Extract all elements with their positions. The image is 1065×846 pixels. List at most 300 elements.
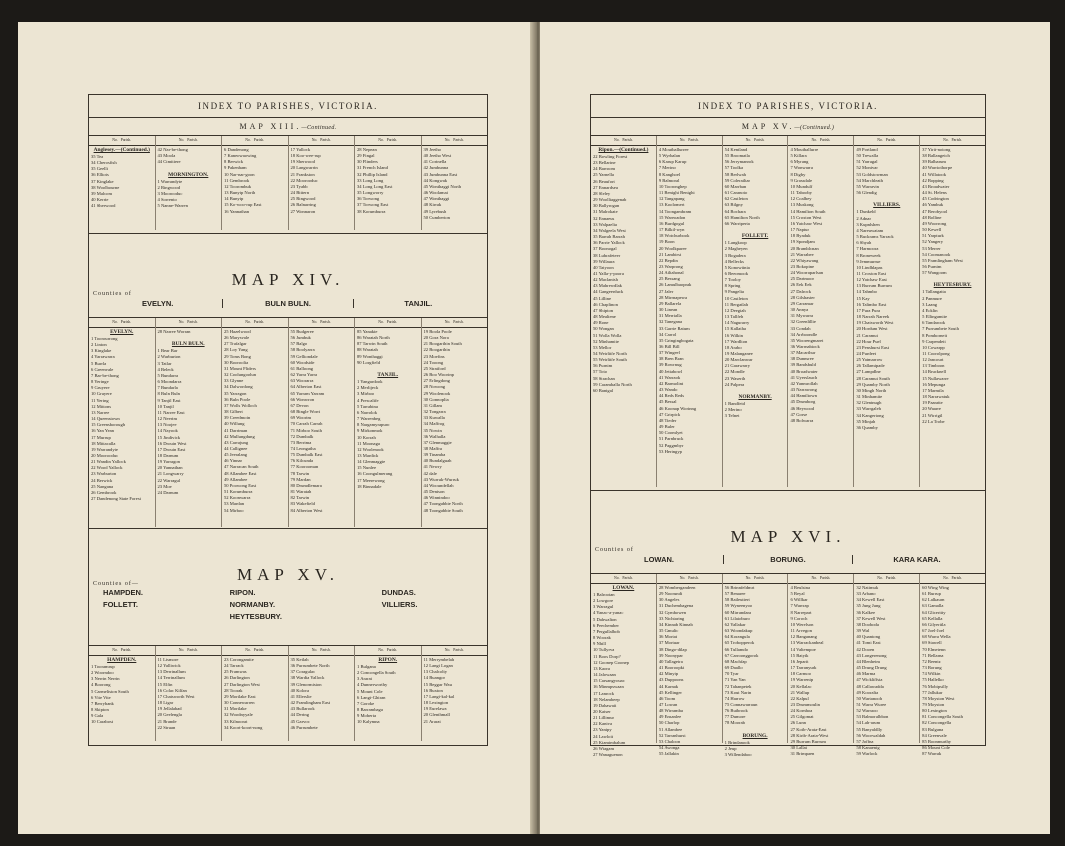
parish-entry: 2 Merlijeck [357,385,379,391]
parish-entry: 24 Barroom [593,166,616,172]
parish-entry: 7 Bundarla [157,385,178,391]
parish-entry: 59 Wyneenyoo [724,603,753,609]
parish-entry: 26 Darlington [224,675,250,681]
parish-entry: 25 Kiamimbalum [593,739,626,745]
parish-column [591,583,656,758]
parish-entry: 74 Harrow [724,695,745,701]
parish-entry: 7 Harmoora [856,246,879,252]
parish-entry: 57 Joffna [856,738,874,744]
parish-entry: 45 Lilline [593,295,611,301]
parish-entry: 54 Mirboo [224,507,244,513]
parish-entry: 16 Burdgogul [658,220,685,226]
parish-entry: 27 Trafalgar [224,341,247,347]
parish-entry: 71 Bellarna [922,652,944,658]
parish-column [221,327,288,527]
parish-entry: 22 Whiyawang [790,257,819,263]
parish-entry: 36 Elliots [91,172,109,178]
parish-entry: 40 Warriothorpe [922,165,953,171]
xiv-counties [93,291,483,308]
parish-entry: 53 Balmoralbbon [856,714,889,720]
county-ripon: RIPON. [229,588,256,597]
parish-entry: 60 Marrban [724,183,747,189]
counties-label: Counties of [595,547,634,553]
parish-entry: 30 Linean [658,307,678,313]
parish-entry: 25 Framwas [224,669,247,675]
parish-entry: 62 Yarra Yarra [290,372,318,378]
parish-entry: 51 Parnbruck [658,436,684,442]
parish-entry: 3 Moorooduc [157,190,183,196]
col-header: No. Parish. [722,136,788,145]
parish-entry: 10 Tullyrva [593,647,615,653]
parish-entry: 44 St. Helens [922,190,947,196]
parish-entry: 1 Yangardook [357,379,383,385]
parish-entry: 47 Toongabbie North [423,501,463,507]
parish-entry: 46 Heywood [790,405,815,411]
parish-entry: 83 Wakefield [290,501,315,507]
parish-entry: 20 Glenthmall [423,712,450,718]
parish-entry: 13 Derrinallum [157,669,186,675]
map-xv-continued-title: MAP XV.—(Continued.) [741,122,835,131]
parish-entry: 6 Narrolok [357,409,378,415]
parish-entry: 21 Caramut [856,332,878,338]
parish-entry: 25 Bessang [658,276,680,282]
col-header: No. Parish. [112,138,132,142]
parish-entry: 12 Toorombuk [224,183,252,189]
parish-entry: 11 Arvegon [790,628,812,634]
parish-entry: 42 Yanmrollah [790,380,818,386]
parish-entry: 34 Kinnab Kinnab [658,621,693,627]
county-heading: BULN BULN. [171,341,205,348]
parish-entry: 2 Panmure [922,295,942,301]
parish-entry: 38 Dunnsree [790,356,814,362]
right-frame [590,94,986,758]
parish-entry: 34 Cherosfish [91,160,117,166]
parish-entry: 26 Lunn [790,720,806,726]
parish-entry: 16 Jeparit [790,658,809,664]
parish-entry: 7 Goroke [357,700,375,706]
parish-entry: 35 Geelli [91,166,108,172]
parish-entry: 43 Narrawong [790,387,817,393]
parish-entry: 70 Tyar [724,671,739,677]
county-kara-kara: KARA KARA. [852,555,981,564]
parish-entry: 32 Natimuk [856,585,879,590]
parish-entry: 1 Bear Bar [157,348,178,354]
parish-entry: 50 Kewell [922,227,942,233]
parish-entry: 34 Walgeela West [593,227,626,233]
parish-entry: 4 Sorrento [157,197,177,203]
parish-entry: 33 Nichtaring [658,615,685,621]
parish-entry: 71 Mirboo South [290,427,322,433]
parish-entry: 12 Yatchaw East [856,277,887,283]
parish-entry: 44 Callignee [224,445,248,451]
parish-entry: 56 Purnim [922,263,942,269]
parish-entry: 20 Langwarrin [290,165,318,171]
parish-entry: 23 Bokopine [790,263,815,269]
county-heading: FOLLETT. [741,233,769,240]
parish-entry: 28 Gilshaster [790,294,815,300]
parish-entry: 82 Tarwin [290,495,310,501]
parish-entry: 20 Bramblcnan [790,245,819,251]
parish-entry: 17 Langi-kal-kal [423,693,455,699]
parish-entry: 21 Frankston [290,171,315,177]
parish-entry: 9 Coroch [790,615,808,621]
parish-entry: 15 Carsangyouac [593,678,625,684]
parish-entry: 5 Killara [790,153,807,159]
parish-entry: 45 Kellinger [658,689,682,695]
parish-entry: 19 Jellalabad [157,706,182,712]
parish-entry: 62 Castleton [724,196,748,202]
parish-entry: 58 Baileuttert [724,597,750,603]
parish-entry: 73 Berrima [290,439,312,445]
parish-entry: 52 Koonwarra [224,495,251,501]
parish-entry: 38 Gilbert [224,409,243,415]
parish-entry: 44 Wooundellah [423,482,454,488]
parish-entry: 9 Pangelia [724,289,744,295]
right-index-title: INDEX TO PARISHES, VICTORIA. [697,101,879,111]
parish-entry: 38 Korumburra [357,208,386,214]
parish-entry: 31 Brimpaen [790,751,815,757]
parish-entry: 25 Gilgomat [790,714,814,720]
parish-entry: 59 Colerailtar [724,177,751,183]
parish-entry: 64 Korangula [724,634,750,640]
col-header: No. Parish. [155,136,222,145]
parish-entry: 27 Darlington West [224,681,260,687]
parish-entry: 29 Burrum Burrum [790,738,826,744]
parish-entry: 57 Benaree [724,591,746,597]
parish-entry: 1 Brindanook [724,739,750,745]
parish-entry: 63 Gamalla [922,603,944,609]
parish-entry: 65 Yarram Yarram [290,390,325,396]
parish-entry: 52 Minhamite [593,338,619,344]
parish-entry: 8 Digby [790,171,806,177]
parish-entry: 22 Wood Yallock [91,465,123,471]
parish-entry: 20 Moorooduc [91,452,119,458]
parish-entry: 10 Nar-nar-goon [224,171,255,177]
parish-entry: 58 Strachan [593,375,615,381]
parish-entry: 5 Burrla [91,360,107,366]
parish-entry: 13 Chalcolty [423,669,448,675]
col-header: No. Parish. [221,646,288,655]
parish-entry: 15 Wareoadon [658,214,686,220]
parish-entry: 29 Toms Bong [224,353,251,359]
parish-entry: 20 Geelengla [157,712,182,718]
parish-entry: 39 Glenormiston [290,681,322,687]
parish-entry: 54 Coomanook [922,251,951,257]
parish-column [221,655,288,741]
parish-entry: 59 Warlock [856,751,878,757]
parish-entry: 13 Muskong [790,202,814,208]
parish-entry: 38 Dingo-dilap [658,646,687,652]
parish-entry: 49 Rone [593,320,609,326]
left-page [18,22,536,834]
parish-entry: 31 Merrialla [658,313,682,319]
parish-entry: 40 Quantong [856,634,881,640]
parish-entry: 32 Gymbowen [658,609,687,615]
parish-entry: 14 Toongambram [658,208,692,214]
parish-entry: 19 Yarragon [157,459,180,465]
parish-entry: 66 Gilyeritla [922,621,946,627]
parish-entry: 2 Ringwood [157,184,181,190]
parish-entry: 33 Long Long [357,177,384,183]
parish-entry: 13 Narree [91,409,110,415]
parish-entry: 38 Woolbourne [91,184,120,190]
parish-entry: 21 Wirrigil [922,412,943,418]
parish-entry: 50 Cumberton [423,214,450,220]
parish-entry: 47 Wonthaggi [423,196,450,202]
parish-entry: 18 Narrawatuk [922,394,950,400]
parish-entry: 66 Tullamdo [724,646,749,652]
xiii-table [89,145,487,230]
parish-entry: 31 Mount Fliders [224,365,256,371]
parish-entry: 48 Callawadda [856,683,884,689]
parish-entry: 14 Queenstown [91,416,120,422]
parish-entry: 14 Nayook [157,428,178,434]
parish-entry: 1 Toorourrong [91,336,118,341]
parish-entry: 7 Wonwarra [790,165,813,171]
parish-entry: 42 Nar-be-thong [157,147,188,152]
parish-entry: 42 Dooen [856,646,875,652]
parish-entry: 78 Tarwin [290,470,310,476]
parish-entry: 42 Framlingham East [290,700,331,706]
parish-entry: 58 Berlwah [724,171,746,177]
parish-entry: 54 Lah-arum [856,720,881,726]
parish-entry: 39 Rowrnug [658,362,682,368]
parish-entry: 2 Jeup [724,745,737,751]
parish-entry: 48 Tieder [658,417,677,423]
county-borung: BORUNG. [723,555,852,564]
parish-entry: 34 Dalwordong [224,384,253,390]
parish-entry: 81 Waratah [290,489,312,495]
parish-entry: 2 Woorndoo [91,670,114,676]
parish-entry: 2 Adnar [856,215,871,221]
parish-entry: 85 Yanakie [357,329,378,334]
parish-entry: 26 Gembrook [91,489,117,495]
parish-entry: 32 Coolungoolun [224,372,257,378]
parish-entry: 65 Kellalla [922,615,943,621]
parish-entry: 6 Shyah [856,240,872,246]
parish-entry: 5 Carmeliston South [91,688,129,694]
parish-entry: 18 Arabo [724,344,742,350]
parish-entry: 32 Phillip Island [357,171,388,177]
xv-right-table [591,145,985,487]
parish-entry: 21 Wandin Yallock [91,459,126,465]
parish-entry: 40 Kerrie [91,197,109,203]
parish-entry: 17 Drouin East [157,446,186,452]
parish-entry: 31 Mortlake [224,706,247,712]
county-heading: HEYTESBURY. [933,282,972,289]
parish-entry: 22 Bowling Forest [593,154,628,159]
parish-entry: 3 Kinglake [91,348,112,354]
parish-entry: 28 Wombergandeen [658,585,696,590]
county-heading: LOWAN. [612,585,635,591]
parish-entry: 62 Lalkaurn [922,597,945,603]
parish-entry: 25 Yarnella [593,172,614,178]
parish-entry: 30 Mingh North [856,387,887,393]
parish-entry: 45 Drung Drung [856,665,887,671]
parish-entry: 13 Warrackanbeal [790,640,824,646]
parish-entry: 27 Ennardsea [593,184,618,190]
parish-entry: 3 Warragul [593,604,614,610]
parish-entry: 54 Weirlitfe North [593,351,627,356]
parish-entry: 55 Warravin [856,183,879,189]
parish-entry: 15 Kay [856,295,870,301]
col-header: No. Parish. [722,574,788,583]
parish-entry: 9 Mirkonmok [357,428,383,434]
parish-entry: 15 Greensborough [91,422,126,428]
parish-entry: 13 Kaora [593,665,610,671]
parish-entry: 6 Tandarook [922,320,946,326]
parish-entry: 40 Kolora [290,687,309,693]
parish-entry: 16 Talimbo East [856,301,887,307]
parish-entry: 49 Kooralta [856,689,879,695]
parish-entry: 51 Yarragal [856,159,878,165]
parish-entry: 64 Bochara [724,208,746,214]
parish-entry: 48 Allambee East [224,470,257,476]
parish-entry: 82 Concongella [922,720,952,726]
parish-entry: 6 Beeomook [724,270,749,276]
parish-entry: 80 Lexington [922,708,947,714]
parish-entry: 18 Lexington [423,700,449,706]
parish-entry: 13 Koolomert [658,202,685,208]
parish-entry: 72 Dumbalk [290,433,314,439]
parish-entry: 36 Torwong [357,196,380,202]
county-heading: EVELYN. [110,329,134,335]
parish-entry: 39 Bandsbuld [790,362,816,368]
parish-entry: 68 Bingle Worri [290,409,321,415]
parish-entry: 34 Arrboondle [790,331,818,337]
parish-entry: 41 Newry [423,464,442,470]
parish-entry: 1 Tallangatta [922,289,946,295]
parish-entry: 76 Mobipsilly [922,683,949,689]
parish-entry: 14 Valtempoe [790,646,816,652]
parish-entry: 6 Karup Karup [658,159,687,165]
parish-entry: 62 Yallakar [724,621,746,627]
parish-entry: 49 Woorrong [922,220,947,226]
parish-entry: 38 Maffra [423,445,442,451]
xvi-counties [595,547,981,564]
parish-entry: 18 Darnum [157,452,179,458]
parish-entry: 73 Borung [922,665,942,671]
parish-entry: 48 Bolwarra [790,417,814,423]
parish-entry: 77 Jallukar [922,689,943,695]
parish-entry: 21 Lambirst [658,251,682,257]
parish-entry: 18 Byaduk [790,233,811,239]
parish-entry: 11 Moonaga [357,440,380,446]
parish-entry: 22 La Trobe [922,418,945,424]
parish-entry: 18 Nelambeep [593,696,620,702]
parish-entry: 17 Tarranyurk [790,665,817,671]
parish-entry: 42 Barmolint [658,380,684,386]
parish-entry: 54 Awonga [658,745,680,751]
parish-entry: 37 Mortuar [658,640,680,646]
parish-entry: 6 Moondarra [157,379,182,385]
parish-entry: 69 Daallo [724,665,743,671]
parish-entry: 1 Bandfeid [724,401,745,407]
parish-entry: 14 Bunyip [224,196,244,202]
parish-entry: 32 Tongarra [423,409,446,415]
parish-entry: 52 Warraoo [856,708,878,714]
parish-entry: 10 Castleton [724,295,748,301]
parish-entry: 4 Beulsina [790,585,811,590]
parish-entry: 26 Marysvale [224,335,250,341]
parish-entry: 60 Wing Wing [922,585,949,590]
parish-entry: 46 Yambuk [922,202,944,208]
parish-column [89,327,155,527]
parish-entry: 6 Willkar [790,597,808,603]
parish-entry: 37 Yirit-noiong [922,147,951,152]
parish-entry: 17 Marmila [922,387,944,393]
parish-entry: 35 Tea [91,154,104,159]
parish-entry: 49 Buler [658,424,675,430]
parish-entry: 22 Struan [157,724,176,730]
parish-entry: 56 Woorwaldah [856,732,886,738]
parish-entry: 36 Purrumbete North [290,663,330,669]
parish-entry: 17 Pura Pura [856,307,881,313]
county-heading: HAMPDEN. [107,657,137,663]
parish-entry: 79 Moyston [922,701,945,707]
parish-column [354,327,421,527]
parish-entry: 53 Merrer [922,245,941,251]
parish-entry: 19 Chatsworth West [856,320,894,326]
parish-entry: 44 Gangeerduck [593,289,624,295]
parish-entry: 16 Yatchaw West [790,220,823,226]
parish-entry: 24 Ailtahonal [658,270,684,276]
parish-entry: 51 Korumburra [224,489,253,495]
parish-entry: 21 Garawarry [724,363,751,369]
parish-entry: 25 Dartmoor [790,276,815,282]
parish-entry: 9 Moberta [357,713,377,719]
parish-entry: 7 Warrrap [790,603,809,609]
parish-entry: 41 Willatook [922,171,946,177]
parish-entry: 1 Dunkeld [856,209,876,215]
parish-entry: 19 Paaratte [922,400,943,406]
parish-entry: 33 Glynne [224,378,244,384]
parish-entry: 38 Dooboda [856,621,879,627]
parish-entry: 61 Balloong [290,365,314,371]
parish-entry: 22 Bepdin [658,257,678,263]
parish-entry: 79 Mardan [290,476,311,482]
counties-label: Counties of— [93,581,139,587]
parish-entry: 84 Alberton West [290,507,323,513]
parish-entry: 21 Longwarry [157,471,184,477]
parish-entry: 69 Stawell [922,640,942,646]
parish-entry: 21 Boogarthin South [423,341,462,347]
county-heading: BORUNG. [742,732,768,739]
parish-entry: 34 Koort-koort-nong [224,724,263,730]
parish-entry: 30 Connewarren [224,700,255,706]
parish-entry: 43 Wurruk-Wurruk [423,476,459,482]
parish-column [656,583,722,757]
parish-entry: 17 Wardlton [724,338,748,344]
col-header: No. Parish. [656,574,722,583]
parish-entry: 60 Woodside [290,359,315,365]
parish-entry: 29 Woolenook [423,390,451,396]
parish-entry: 69 Woorim [290,415,312,421]
parish-entry: 15 Croxton West [790,214,822,220]
parish-entry: 8 Pomborneit [922,332,948,338]
parish-column [421,327,488,527]
parish-entry: 18 Ligar [157,700,174,706]
parish-entry: 30 Gonnoplia [423,396,449,402]
parish-entry: 6 Greenvale [91,366,114,372]
parish-entry: 60 Mirrandara [724,609,752,615]
parish-entry: 52 Tarranhurst [658,732,686,738]
parish-entry: 60 Banigal [593,387,614,393]
parish-entry: 47 Berobyool [922,208,948,214]
parish-entry: 84 Greenvale [922,732,947,738]
county-heading: Ripon.—(Continued.) [598,147,649,153]
col-header: No. Parish. [354,136,421,145]
